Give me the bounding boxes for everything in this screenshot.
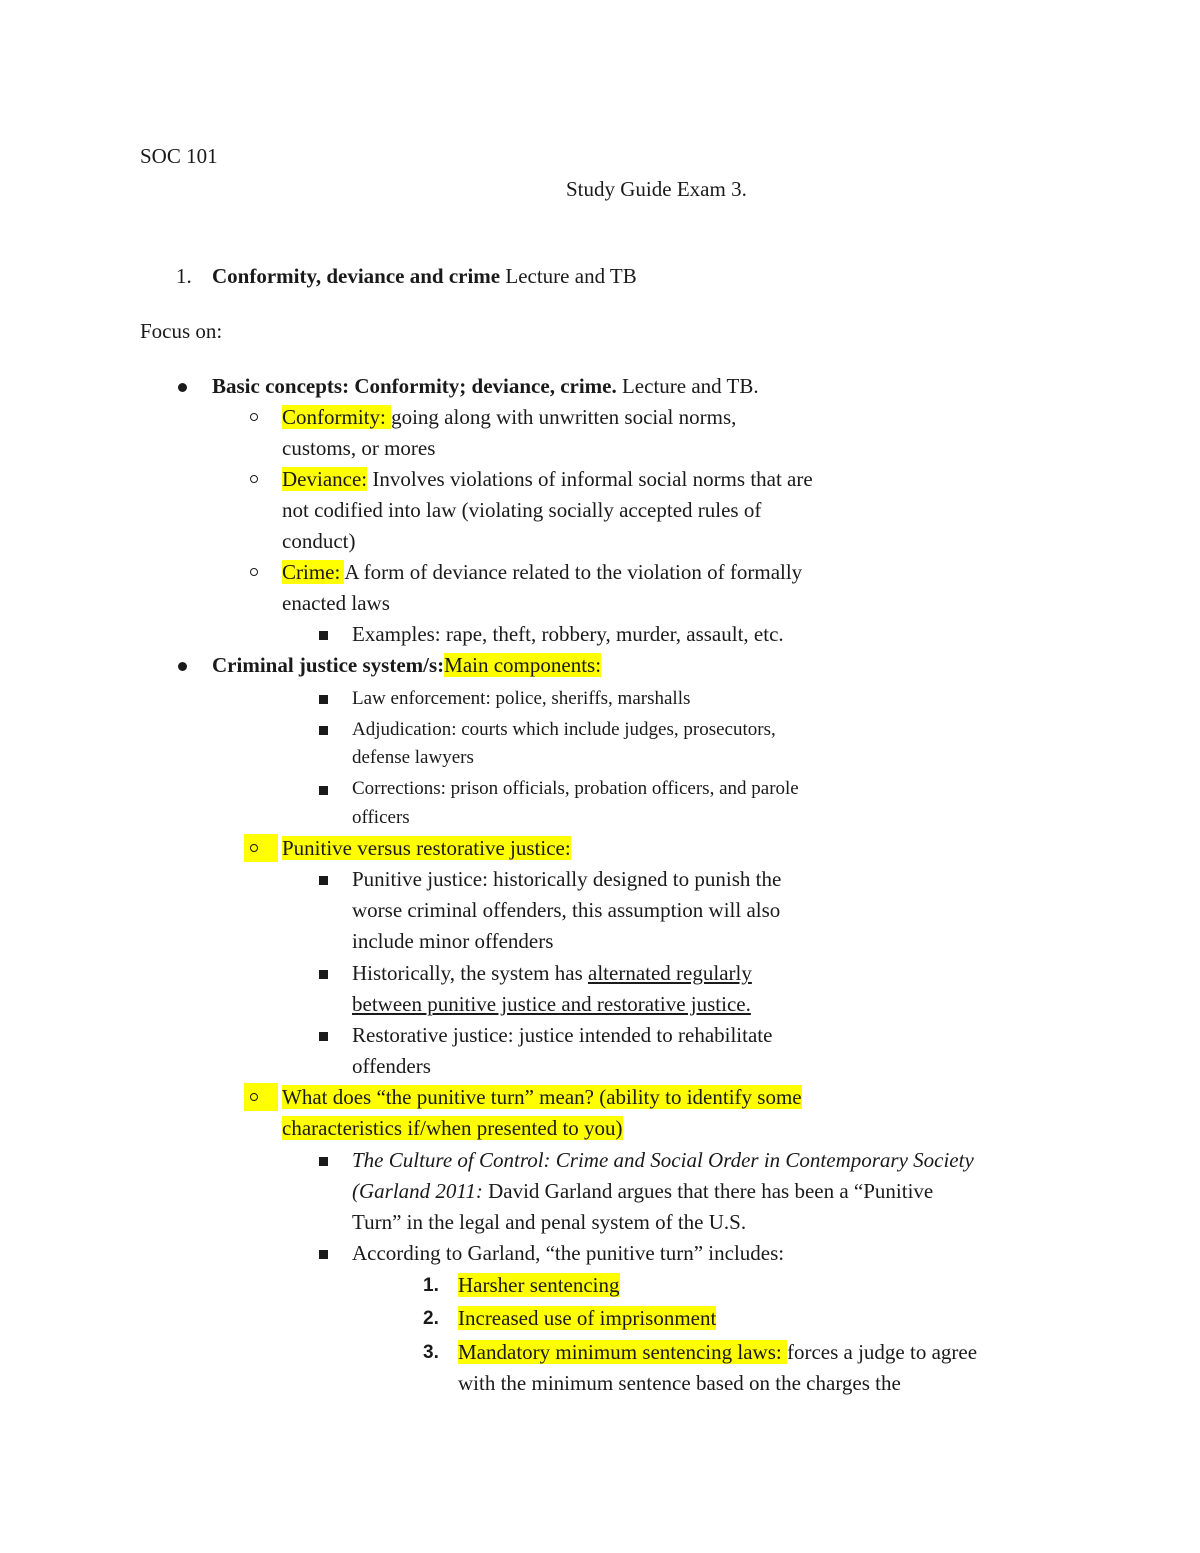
- cjs-highlight: Main components:: [444, 653, 602, 677]
- historically-underline-1: alternated regularly: [588, 961, 752, 985]
- bullet-square-icon: [319, 786, 328, 795]
- bullet-square-icon: [319, 970, 328, 979]
- punitive-turn-question-2: [282, 1114, 623, 1142]
- punitive-justice-1: Punitive justice: historically designed to punish the: [352, 867, 782, 891]
- list-number: 2.: [423, 1308, 439, 1329]
- crime-def-2: enacted laws: [282, 591, 390, 615]
- conformity-line-1: [282, 403, 736, 431]
- cjs-adjudication-1: Adjudication: courts which include judges, prosecutors,: [352, 719, 776, 740]
- focus-label: Focus on:: [140, 319, 223, 343]
- bullet-dot-icon: [178, 662, 187, 671]
- cjs-law-enforcement: Law enforcement: police, sheriffs, marshalls: [352, 688, 691, 709]
- document-title: Study Guide Exam 3.: [566, 177, 747, 201]
- cjs-line: [212, 651, 601, 679]
- historically-underline-2: between punitive justice and restorative justice.: [352, 992, 751, 1016]
- list-item: [458, 1338, 977, 1366]
- bullet-square-icon: [319, 876, 328, 885]
- deviance-def-2: not codified into law (violating socially accepted rules of: [282, 498, 762, 522]
- bullet-dot-icon: [178, 383, 187, 392]
- list-item-highlight: Increased use of imprisonment: [458, 1306, 717, 1330]
- deviance-def-3: conduct): [282, 529, 356, 553]
- section-number: 1.: [176, 264, 192, 288]
- book-title: The Culture of Control: Crime and Social Order in Contemporary Society: [352, 1148, 974, 1172]
- list-item-continuation: with the minimum sentence based on the charges the: [458, 1371, 901, 1395]
- punitive-heading: [282, 834, 571, 862]
- cjs-bold: Criminal justice system/s:: [212, 653, 445, 677]
- deviance-term: Deviance:: [282, 467, 368, 491]
- punitive-turn-question-1: [282, 1083, 802, 1111]
- crime-term: Crime:: [282, 560, 345, 584]
- cjs-corrections-2: officers: [352, 807, 410, 828]
- according-to-garland: According to Garland, “the punitive turn” includes:: [352, 1241, 785, 1265]
- punitive-justice-3: include minor offenders: [352, 929, 554, 953]
- punitive-justice-2: worse criminal offenders, this assumption will also: [352, 898, 781, 922]
- bullet-circle-icon: [250, 413, 258, 421]
- crime-def-1: A form of deviance related to the violation of formally: [344, 560, 803, 584]
- list-item: [458, 1304, 716, 1332]
- list-item-highlight: Mandatory minimum sentencing laws:: [458, 1340, 787, 1364]
- basic-concepts-rest: Lecture and TB.: [616, 374, 759, 398]
- bullet-square-icon: [319, 726, 328, 735]
- bullet-square-icon: [319, 695, 328, 704]
- punitive-turn-q1: What does “the punitive turn” mean? (ability to identify some: [282, 1085, 802, 1109]
- cjs-corrections-1: Corrections: prison officials, probation officers, and parole: [352, 778, 799, 799]
- book-line-2-rest: David Garland argues that there has been a “Punitive: [482, 1179, 934, 1203]
- section-heading-rest: Lecture and TB: [500, 264, 637, 288]
- list-item-highlight: Harsher sentencing: [458, 1273, 620, 1297]
- book-line-3: Turn” in the legal and penal system of the U.S.: [352, 1210, 747, 1234]
- section-heading: [212, 262, 637, 290]
- crime-line-1: [282, 558, 802, 586]
- punitive-turn-q2: characteristics if/when presented to you): [282, 1116, 623, 1140]
- historically-pre: Historically, the system has: [352, 961, 589, 985]
- bullet-square-icon: [319, 631, 328, 640]
- list-item-rest: forces a judge to agree: [786, 1340, 978, 1364]
- list-number: 3.: [423, 1342, 439, 1363]
- basic-concepts-bold: Basic concepts: Conformity; deviance, crime.: [212, 374, 617, 398]
- restorative-justice-1: Restorative justice: justice intended to rehabilitate: [352, 1023, 773, 1047]
- bullet-circle-icon: [250, 568, 258, 576]
- bullet-square-icon: [319, 1250, 328, 1259]
- bullet-circle-icon: [250, 475, 258, 483]
- basic-concepts-line: [212, 372, 759, 400]
- conformity-def-1: going along with unwritten social norms,: [391, 405, 737, 429]
- bullet-circle-icon: [250, 1093, 258, 1101]
- historically-line-1: [352, 959, 752, 987]
- cjs-adjudication-2: defense lawyers: [352, 747, 474, 768]
- section-heading-bold: Conformity, deviance and crime: [212, 264, 501, 288]
- book-line-2: [352, 1177, 933, 1205]
- conformity-term: Conformity:: [282, 405, 392, 429]
- bullet-square-icon: [319, 1157, 328, 1166]
- book-citation: (Garland 2011:: [352, 1179, 483, 1203]
- historically-line-2: [352, 990, 751, 1018]
- deviance-def-1: Involves violations of informal social norms that are: [367, 467, 813, 491]
- bullet-circle-icon: [250, 844, 258, 852]
- restorative-justice-2: offenders: [352, 1054, 431, 1078]
- punitive-heading-text: Punitive versus restorative justice:: [282, 836, 571, 860]
- list-number: 1.: [423, 1275, 439, 1296]
- conformity-def-2: customs, or mores: [282, 436, 436, 460]
- list-item: [458, 1271, 620, 1299]
- bullet-square-icon: [319, 1032, 328, 1041]
- deviance-line-1: [282, 465, 813, 493]
- course-code: SOC 101: [140, 144, 218, 168]
- crime-examples: Examples: rape, theft, robbery, murder, assault, etc.: [352, 622, 784, 646]
